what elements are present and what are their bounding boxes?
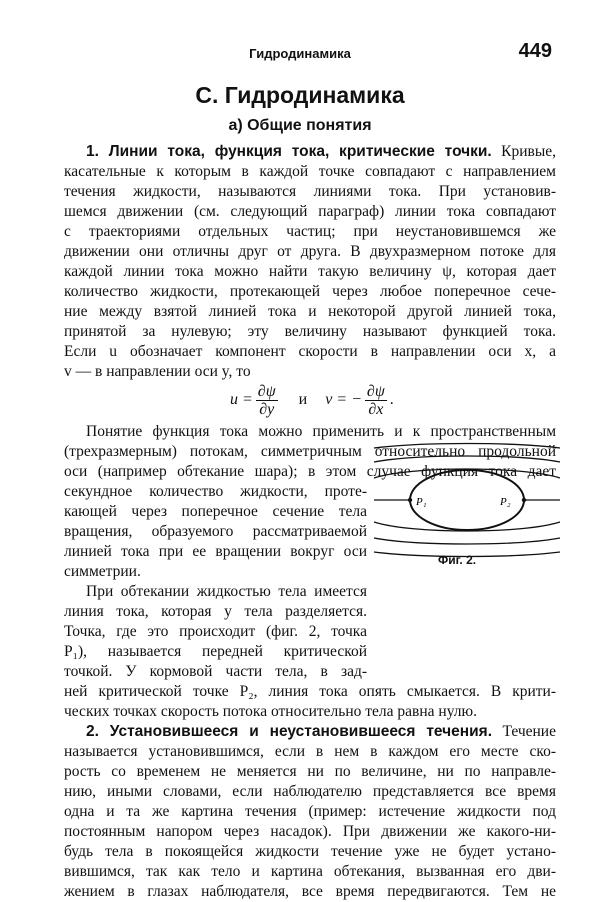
streamline xyxy=(374,538,560,544)
stream-function-formula: u = $\frac{\partial\psi}{\partial y}$ и v = − $\frac{\partial\psi}{\partial x}$ . xyxy=(230,382,394,418)
paragraph-heading: 2. Установившееся и неустановившееся течения. xyxy=(86,723,493,740)
running-title: Гидродинамика xyxy=(249,46,351,61)
paragraph-line: 1. Линии тока, функция тока, критические точки. Кривые, xyxy=(86,143,556,160)
label-p1: P₁ xyxy=(416,496,427,508)
paragraph-line: движении они отличны друг от друга. В двухразмерном потоке для xyxy=(64,243,556,260)
paragraph-line: линия тока, которая у тела разделяется. xyxy=(64,603,367,620)
paragraph-line: течения жидкости, называются линиями тока. При установив- xyxy=(64,183,556,200)
paragraph-line: ней критической точке P₂, линия тока опять смыкается. В крити- xyxy=(64,683,556,700)
page-number: 449 xyxy=(518,40,552,62)
paragraph-line: вившимся, так как тело и картина обтекания, вызванная его дви- xyxy=(64,863,556,880)
paragraph-line: секундное количество жидкости, проте- xyxy=(64,483,367,500)
label-p2: P₂ xyxy=(500,496,511,508)
fraction: $\frac{\partial\psi}{\partial y}$ xyxy=(257,382,276,418)
paragraph-line: оси (например обтекание шара); в этом случае функция тока дает xyxy=(64,463,556,480)
paragraph-line: будь тела в покоящейся жидкости течение уже не будет устано- xyxy=(64,843,556,860)
section-title: С. Гидродинамика xyxy=(195,82,405,108)
paragraph-line: ние между взятой линией тока и некоторой другой линией тока, xyxy=(64,303,556,320)
paragraph-line: v — в направлении оси y, то xyxy=(64,363,251,380)
paragraph-line: называется установившимся, если в нем в каждом его месте ско- xyxy=(64,743,556,760)
paragraph-line: постоянным напором через насадок). При движении же какого-ни- xyxy=(64,823,556,840)
paragraph-line: рость со временем не меняется ни по величине, ни по направле- xyxy=(64,763,556,780)
paragraph-line: касательные к которым в каждой точке совпадают с направлением xyxy=(64,163,556,180)
paragraph-line: нию, иными словами, если наблюдателю представляется все время xyxy=(64,783,556,800)
paragraph-line: При обтекании жидкостью тела имеется xyxy=(86,583,367,600)
fraction: $\frac{\partial\psi}{\partial x}$ xyxy=(366,382,385,418)
streamline-figure xyxy=(372,440,562,560)
paragraph-line: Если u обозначает компонент скорости в направлении оси x, а xyxy=(64,343,556,360)
paragraph-heading: 1. Линии тока, функция тока, критические точки. xyxy=(86,143,492,160)
critical-point-p2 xyxy=(522,498,526,502)
paragraph-line: Понятие функция тока можно применить и к пространственным xyxy=(86,423,556,440)
paragraph-line: шемся движении (см. следующий параграф) линии тока совпадают xyxy=(64,203,556,220)
paragraph-line: симметрии. xyxy=(64,563,141,580)
paragraph-line: точкой. У кормовой части тела, в зад- xyxy=(64,663,367,680)
paragraph-line: 2. Установившееся и неустановившееся течения. Течение xyxy=(86,723,556,740)
paragraph-line: P₁), называется передней критической xyxy=(64,643,367,660)
paragraph-line: количество жидкости, протекающей через любое поперечное сече- xyxy=(64,283,556,300)
paragraph-line: (трехразмерным) потокам, симметричным относительно продольной xyxy=(64,443,556,460)
paragraph-line: одна и та же картина течения (пример: истечение жидкости под xyxy=(64,803,556,820)
paragraph-line: с траекториями отдельных частиц; при неустановившемся же xyxy=(64,223,556,240)
paragraph-line: каждой линии тока можно найти такую величину ψ, которая дает xyxy=(64,263,556,280)
streamline xyxy=(374,444,560,449)
paragraph-line: жением в глазах наблюдателя, все время передвигаются. Тем не xyxy=(64,883,556,900)
figure-caption: Фиг. 2. xyxy=(438,553,477,567)
paragraph-line: Точка, где это происходит (фиг. 2, точка xyxy=(64,623,367,640)
paragraph-line: принятой за нулевую; эту величину называют функцией тока. xyxy=(64,323,556,340)
critical-point-p1 xyxy=(408,498,412,502)
paragraph-line: вращения, образуемого рассматриваемой xyxy=(64,523,367,540)
paragraph-line: линией тока при ее вращении вокруг оси xyxy=(64,543,367,560)
streamline xyxy=(374,456,560,462)
paragraph-line: кающей через поперечное сечение тела xyxy=(64,503,367,520)
paragraph-line: ческих точках скорость потока относительно тела равна нулю. xyxy=(64,703,477,720)
subsection-title: а) Общие понятия xyxy=(228,117,372,134)
